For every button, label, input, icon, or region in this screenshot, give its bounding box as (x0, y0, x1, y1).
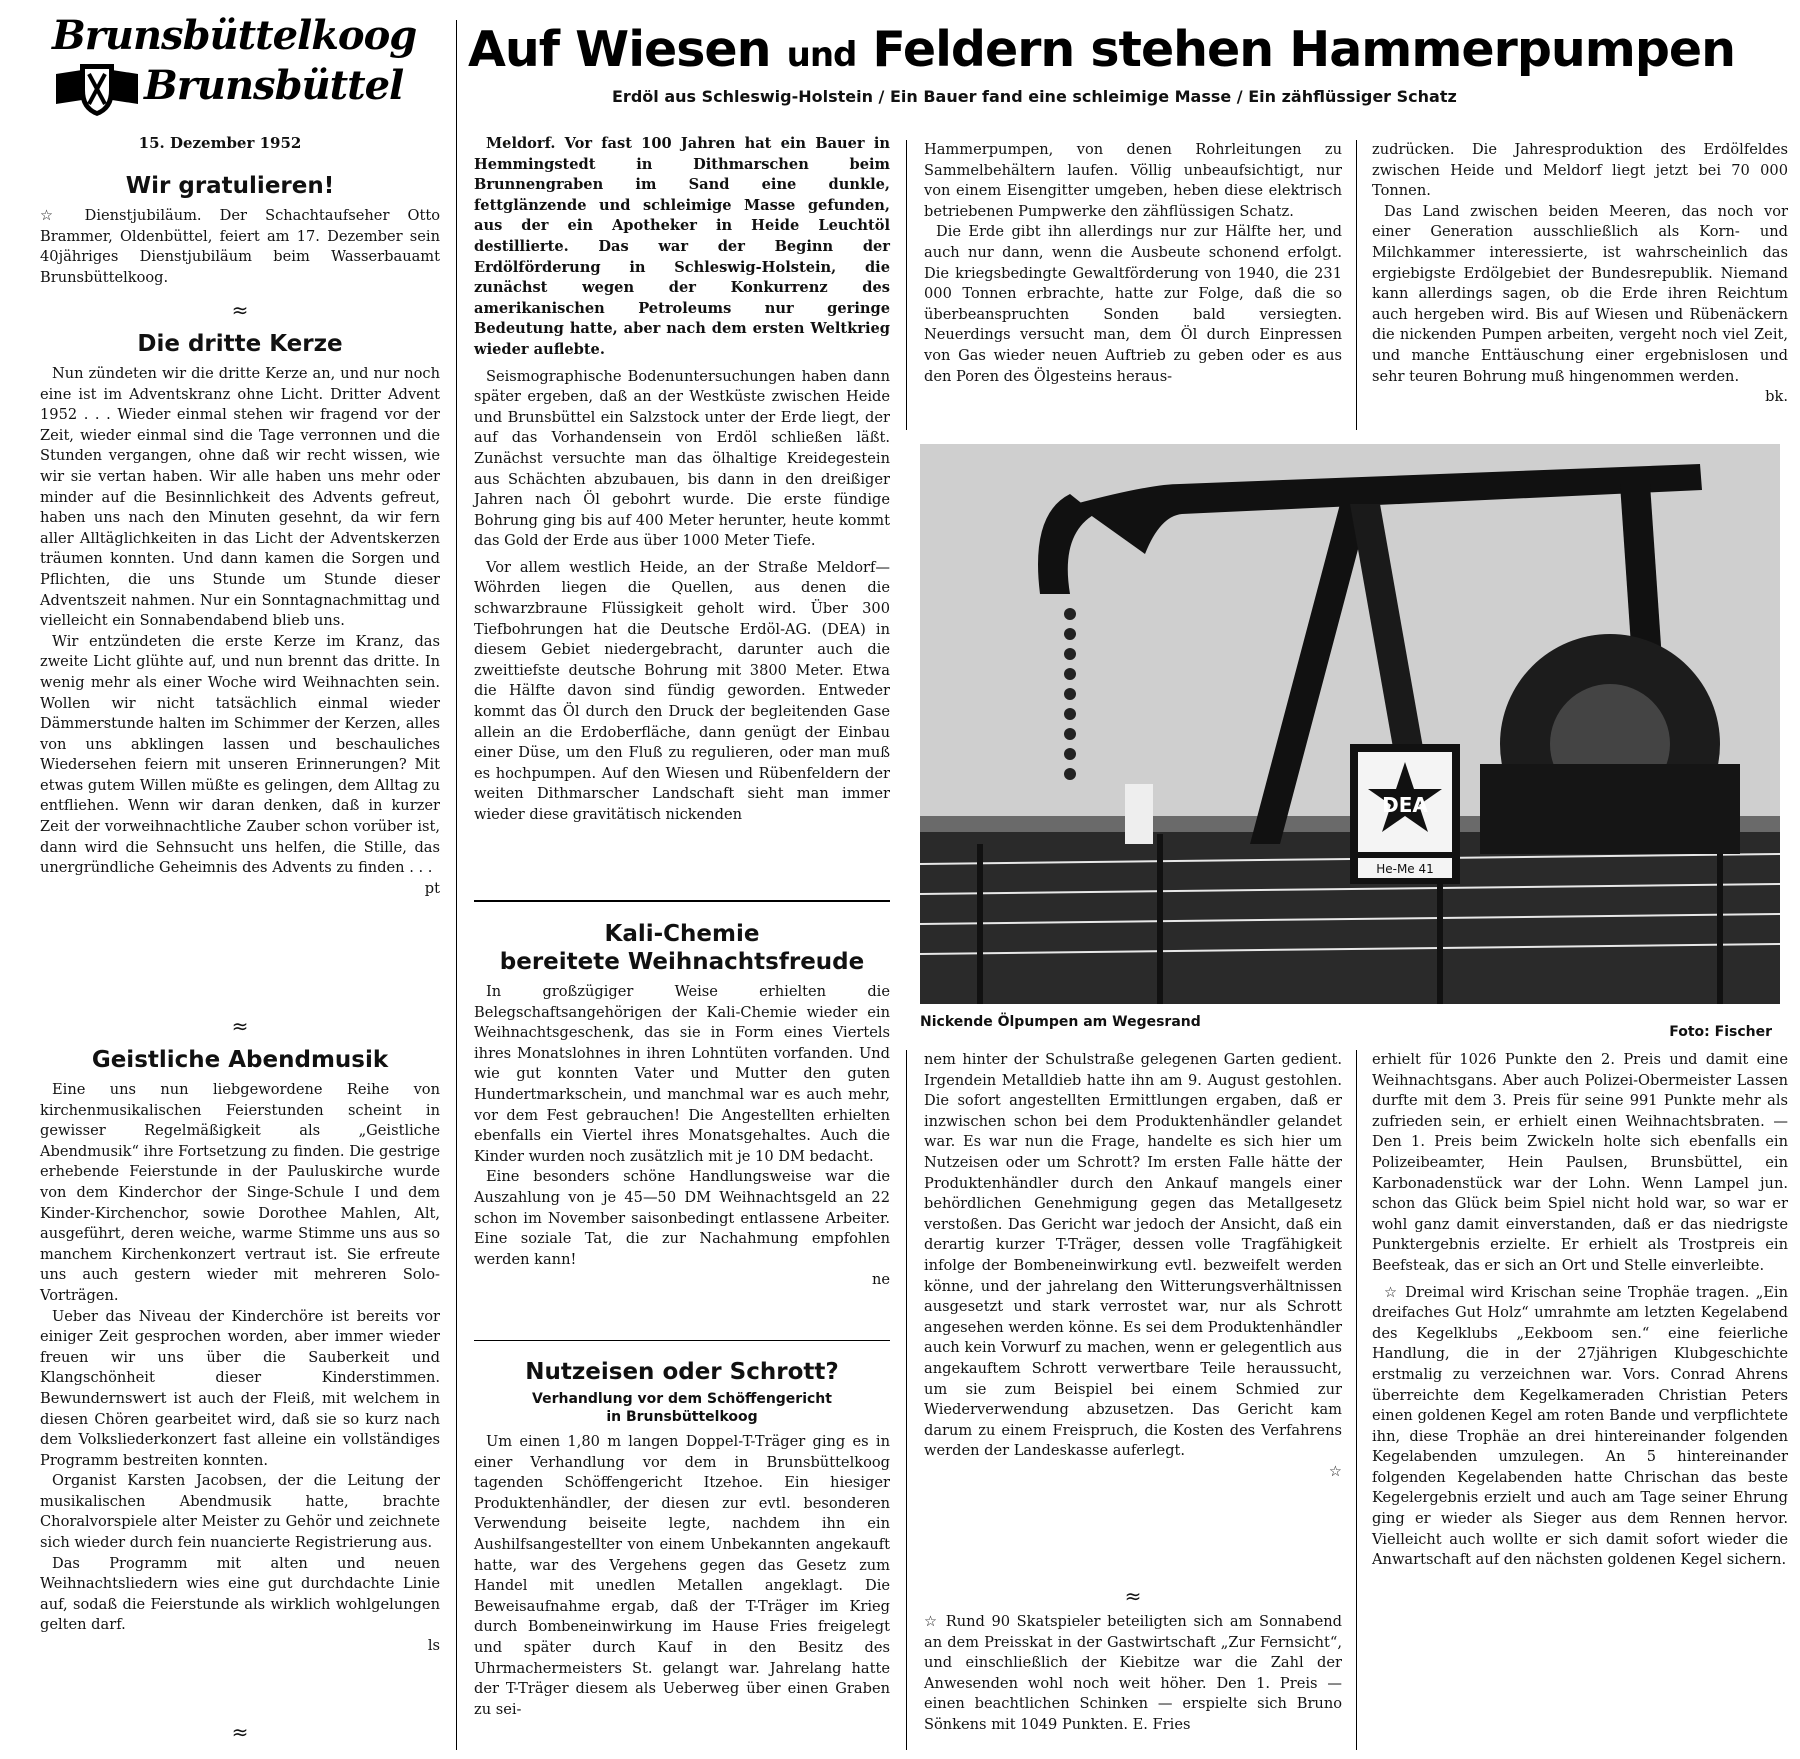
article-paragraph: Organist Karsten Jacobsen, der die Leitung der musikalischen Abendmusik hatte, brachte Choralvorspiele alter Meister zu Gehör und zeichnete sich wieder durch fein nuancierte Registrierung aus. (40, 1472, 440, 1552)
article-paragraph: Eine besonders schöne Handlungsweise war die Auszahlung von je 45—50 DM Weihnachtsgeld an 22 schon im November saisonbedingt entlassene Arbeiter. Eine soziale Tat, die zur Nachahmung empfohlen werden kann! (474, 1168, 890, 1268)
section-subtitle-schrott-1: Verhandlung vor dem Schöffengericht (532, 1391, 832, 1407)
photo-caption: Nickende Ölpumpen am Wegesrand (920, 1014, 1201, 1030)
photo-credit: Foto: Fischer (1669, 1024, 1772, 1040)
headline-part-2: und (786, 35, 857, 75)
article-kerze (40, 364, 440, 899)
masthead-row-2 (52, 60, 404, 116)
ornament-separator: ≈ (1124, 1584, 1142, 1608)
oil-pump-illustration (920, 444, 1780, 1004)
coat-of-arms-icon (52, 60, 142, 118)
article-paragraph: Nun zündeten wir die dritte Kerze an, und nur noch eine ist im Adventskranz ohne Licht. Dritter Advent 1952 . . . Wieder einmal stehen wir fragend vor der Zeit, wieder einmal sind die Tage verronnen und die Stunden vergangen, ohne daß wir recht wissen, wie wir sie vertan haben. Wir alle haben uns mehr oder minder auf die Besinnlichkeit des Advents gefreut, haben uns nach den Minuten gesehnt, da wir fern aller Alltäglichkeiten in das Licht der Adventskerzen träumen konnten. Und dann kamen die Sorgen und Pflichten, die uns Stunde um Stunde dieser Adventszeit nahmen. Nur ein Sonntagnachmittag und vielleicht ein Sonnabendabend blieb uns. (40, 365, 440, 630)
article-paragraph: erhielt für 1026 Punkte den 2. Preis und damit eine Weihnachtsgans. Aber auch Polizei-Obermeister Lassen durfte mit dem 3. Preis für seine 991 Punkte mehr als zufrieden sein, er erhielt einen Weihnachtsbraten. — Den 1. Preis beim Zwickeln holte sich ebenfalls ein Polizeibeamter, Hein Paulsen, Brunsbüttel, ein Karbonadenstück war der Lohn. Wenn Lampel jun. schon das Glück beim Spiel nicht hold war, so war er wohl ganz damit einverstanden, daß er das niedrigste Punktergebnis erzielte. Er erhielt als Trostpreis ein Beefsteak, das er sich an Ort und Stelle einverleibte. (1372, 1051, 1788, 1274)
article-paragraph: Die Erde gibt ihn allerdings nur zur Hälfte her, und auch nur dann, wenn die Ausbeute schonend erfolgt. Die kriegsbedingte Gewaltförderung von 1940, die 231 000 Tonnen erbrachte, hatte zur Folge, daß die so überbeanspruchten Sonden bald versiegten. Neuerdings versucht man, dem Öl durch Einpressen von Gas wieder neuen Auftrieb zu geben oder es aus den Poren des Ölgesteins heraus- (924, 223, 1342, 385)
article-schrott-col1 (474, 1432, 890, 1720)
article-paragraph: Das Land zwischen beiden Meeren, das noch vor einer Generation ausschließlich als Korn- und Milchkammer interessierte, ist wahrscheinlich das ergiebigste Erdölgebiet der Bundesrepublik. Niemand kann allerdings sagen, ob die Erde ihren Reichtum auch hergeben wird. Bis auf Wiesen und Rübenäckern die nickenden Pumpen arbeiten, vergeht noch viel Zeit, und manche Enttäuschung einer ergebnislosen und sehr teuren Bohrung muß hingenommen werden. (1372, 202, 1788, 385)
article-paragraph: ☆ Dienstjubiläum. Der Schachtaufseher Otto Brammer, Oldenbüttel, feiert am 17. Dezember sein 40jähriges Dienstjubiläum beim Wasserbauamt Brunsbüttelkoog. (40, 207, 440, 286)
article-erdoel-col1 (474, 134, 890, 826)
article-skat-col1 (924, 1612, 1342, 1736)
headline-part-1: Auf Wiesen (468, 21, 787, 78)
article-paragraph: Eine uns nun liebgewordene Reihe von kirchenmusikalischen Feierstunden scheint in gewisser Regelmäßigkeit als „Geistliche Abendmusik“ ihre Fortsetzung zu finden. Die gestrige erhebende Feierstunde in der Pauluskirche wurde von dem Kinderchor der Singe-Schule I und dem Kinder-Kirchenchor, sowie Dorothee Mahlen, Alt, ausgeführt, deren weiche, warme Stimme uns aus so manchem Kirchenkonzert vertraut ist. Sie erfreute uns auch gestern wieder mit mehreren Solo-Vorträgen. (40, 1081, 440, 1304)
article-paragraph: Wir entzündeten die erste Kerze im Kranz, das zweite Licht glühte auf, und nun brennt das dritte. In wenig mehr als einer Woche wird Weihnachten sein. Wollen wir nicht tatsächlich einmal wieder Dämmerstunde halten im Schimmer der Kerzen, alles von uns abklingen lassen und beschauliches Wiedersehen feiern mit unseren Erinnerungen? Mit etwas gutem Willen müßte es gelingen, dem Alltag zu entfliehen. Wenn wir daran denken, daß in kurzer Zeit der vorweihnachtliche Zauber schon vorüber ist, dann wird die Sehnsucht uns helfen, die Stille, das unergründliche Geheimnis des Advents zu finden . . . (40, 632, 440, 877)
article-skat-col2 (1372, 1050, 1788, 1571)
section-title-abendmusik: Geistliche Abendmusik (91, 1047, 389, 1073)
article-paragraph: ☆ Rund 90 Skatspieler beteiligten sich am Sonnabend an dem Preisskat in der Gastwirtschaft „Zur Fernsicht“, und einschließlich der Kiebitze war die Zahl der Anwesenden wohl noch weit höher. Den 1. Preis — einen beachtlichen Schinken — erspielte sich Bruno Sönkens mit 1049 Punkten. E. Fries (924, 1613, 1342, 1733)
author-signature: bk. (1765, 388, 1788, 406)
article-paragraph: Ueber das Niveau der Kinderchöre ist bereits vor einiger Zeit gesprochen worden, aber immer wieder freuen wir uns über die Sauberkeit und Klangschönheit dieser Kinderstimmen. Bewundernswert ist auch der Fleiß, mit welchem in diesen Chören gearbeitet wird, daß sie so kurz nach dem Volksliederkonzert fast alleine ein vollständiges Programm bestreiten konnten. (40, 1307, 440, 1469)
article-paragraph: Das Programm mit alten und neuen Weihnachtsliedern wies eine gut durchdachte Linie auf, sodaß die Feierstunde als wirklich wohlgelungen gelten darf. (40, 1554, 440, 1634)
article-erdoel-col2 (924, 140, 1342, 387)
sign-logo-text: DEA (1382, 793, 1428, 817)
main-headline (468, 20, 1735, 85)
ornament-separator: ≈ (231, 298, 249, 322)
column-rule (1356, 140, 1357, 430)
section-title-gratulieren: Wir gratulieren! (125, 173, 335, 199)
article-kali (474, 982, 890, 1291)
section-title-kali-1: Kali-Chemie (604, 921, 760, 947)
star-marker: ☆ (1328, 1462, 1342, 1480)
author-signature: ls (427, 1637, 440, 1655)
photo-oil-pump (920, 444, 1780, 1004)
section-subtitle-schrott-2: in Brunsbüttelkoog (606, 1409, 758, 1425)
article-paragraph: ☆ Dreimal wird Krischan seine Trophäe tragen. „Ein dreifaches Gut Holz“ umrahmte am letzten Kegelabend des Kegelklubs „Eekboom sen.“ eine feierliche Handlung, die in der 27jährigen Klubgeschichte erstmalig zu verzeichnen war. Vors. Conrad Ahrens überreichte dem Kegelkameraden Christian Peters einen goldenen Kegel am roten Bande und verpflichtete ihn, diese Trophäe an drei hintereinander folgenden Kegelabenden umzulegen. An 5 hintereinander folgenden Kegelabenden hatte Chrischan das beste Kegelergebnis erzielt und auch am Tage seiner Ehrung ging er wieder als Sieger aus dem Rennen hervor. Vielleicht auch wollte er sich damit sofort wieder die Anwartschaft auf den nächsten goldenen Kegel sichern. (1372, 1283, 1788, 1569)
headline-subtitle: Erdöl aus Schleswig-Holstein / Ein Bauer fand eine schleimige Masse / Ein zähflüssiger Schatz (612, 87, 1457, 106)
article-gratulieren (40, 206, 440, 288)
ornament-separator: ≈ (231, 1014, 249, 1038)
section-title-kerze: Die dritte Kerze (137, 331, 343, 357)
article-abendmusik (40, 1080, 440, 1657)
section-title-schrott: Nutzeisen oder Schrott? (525, 1359, 839, 1385)
column-rule (906, 1050, 907, 1750)
ornament-separator: ≈ (231, 1720, 249, 1744)
article-paragraph: Hammerpumpen, von denen Rohrleitungen zu Sammelbehältern laufen. Völlig unbeaufsichtigt, nur von einem Eisengitter umgeben, heben diese elektrisch betriebenen Pumpwerke den zähflüssigen Schatz. (924, 141, 1342, 220)
article-schrott-col2 (924, 1050, 1342, 1482)
article-paragraph: Vor allem westlich Heide, an der Straße Meldorf—Wöhrden liegen die Quellen, aus denen die schwarzbraune Flüssigkeit geholt wird. Über 300 Tiefbohrungen hat die Deutsche Erdöl-AG. (DEA) in diesem Gebiet niedergebracht, darunter auch die zweittiefste deutsche Bohrung mit 3800 Meter. Etwa die Hälfte davon sind fündig geworden. Entweder kommt das Öl durch den Druck der begleitenden Gase allein an die Erdoberfläche, dann genügt der Einbau einer Düse, um den Fluß zu regulieren, oder man muß es hochpumpen. Auf den Wiesen und Rübenfeldern der weiten Dithmarscher Landschaft sieht man immer wieder diese gravitätisch nickenden (474, 558, 890, 823)
article-paragraph: Seismographische Bodenuntersuchungen haben dann später ergeben, daß an der Westküste zwischen Heide und Brunsbüttel ein Salzstock unter der Erde liegt, der auf das Vorhandensein von Erdöl schließen läßt. Zunächst versuchte man das ölhaltige Kreidegestein aus Schächten abzubauen, bis dann in den dreißiger Jahren nach Öl gebohrt wurde. Die erste fündige Bohrung ging bis auf 400 Meter herunter, heute kommt das Gold der Erde aus über 1000 Meter Tiefe. (474, 367, 890, 550)
author-signature: ne (871, 1271, 890, 1289)
article-erdoel-col3 (1372, 140, 1788, 408)
section-rule (474, 1340, 890, 1341)
sign-plate-text: He-Me 41 (1376, 862, 1434, 876)
issue-date: 15. Dezember 1952 (138, 134, 302, 152)
column-rule (1356, 1050, 1357, 1750)
masthead-title: Brunsbüttelkoog (52, 12, 417, 59)
article-paragraph: zudrücken. Die Jahresproduktion des Erdölfeldes zwischen Heide und Meldorf liegt jetzt bei 70 000 Tonnen. (1372, 141, 1788, 200)
section-rule (474, 900, 890, 902)
column-rule (456, 20, 457, 1750)
article-paragraph: In großzügiger Weise erhielten die Belegschaftsangehörigen der Kali-Chemie wieder ein Weihnachtsgeschenk, das sie in Form eines Viertels ihres Monatslohnes in ihren Lohntüten vorfanden. Und wie gut konnten Vater und Mutter den guten Hundertmarkschein, und manchmal war es auch mehr, vor dem Fest gebrauchen! Die Angestellten erhielten ebenfalls ein Viertel ihres Monatsgehaltes. Auch die Kinder wurden noch zusätzlich mit je 10 DM bedacht. (474, 983, 890, 1165)
author-signature: pt (424, 879, 440, 897)
article-paragraph: Um einen 1,80 m langen Doppel-T-Träger ging es in einer Verhandlung vor dem in Brunsbüttelkoog tagenden Schöffengericht Itzehoe. Ein hiesiger Produktenhändler, der diesen zur evtl. besonderen Verwendung beiseite legte, nachdem ihn ein Aushilfsangestellter von einem Unbekannten angekauft hatte, war des Vergehens gegen das Gesetz zum Handel mit unedlen Metallen angeklagt. Die Beweisaufnahme ergab, daß der T-Träger im Krieg durch Bombeneinwirkung im Hause Fries freigelegt und später durch Kauf in den Besitz des Uhrmachermeisters St. gelangt war. Jahrelang hatte der T-Träger diesem als Ueberweg über einen Graben zu sei- (474, 1433, 890, 1718)
section-title-kali-2: bereitete Weihnachtsfreude (499, 949, 865, 975)
article-lead: Meldorf. Vor fast 100 Jahren hat ein Bauer in Hemmingstedt in Dithmarschen beim Brunnengraben im Sand eine dunkle, fettglänzende und schleimige Masse gefunden, aus der ein Apotheker in Heide Leuchtöl destillierte. Das war der Beginn der Erdölförderung in Schleswig-Holstein, die zunächst wegen der Konkurrenz des amerikanischen Petroleums nur geringe Bedeutung hatte, aber nach dem ersten Weltkrieg wieder auflebte. (474, 135, 890, 358)
article-paragraph: nem hinter der Schulstraße gelegenen Garten gedient. Irgendein Metalldieb hatte ihn am 9. August gestohlen. Die sofort angestellten Ermittlungen ergaben, daß er inzwischen schon bei dem Produktenhändler gelandet war. Es war nun die Frage, handelte es sich hier um Nutzeisen oder um Schrott? Im ersten Falle hätte der Produktenhändler durch den Ankauf mangels einer behördlichen Genehmigung gegen das Metallgesetz verstoßen. Das Gericht war jedoch der Ansicht, daß ein derartig kurzer T-Träger, dessen volle Tragfähigkeit infolge der Bombeneinwirkung evtl. bezweifelt werden könne, und der jahrelang den Witterungsverhältnissen ausgesetzt und stark verrostet war, nur als Schrott angesehen werden könne. Es sei dem Produktenhändler auch kein Vorwurf zu machen, wenn er gelegentlich aus angekauftem Schrott verwertbare Teile heraussucht, um sie zum Beispiel bei einem Schmied zur Wiederverwendung abzusetzen. Das Gericht kam darum zu einem Freispruch, die Kosten des Verfahrens werden der Landeskasse auferlegt. (924, 1051, 1342, 1460)
masthead-subtitle: Brunsbüttel (144, 62, 404, 109)
headline-part-3: Feldern stehen Hammerpumpen (856, 21, 1736, 78)
column-rule (906, 140, 907, 430)
